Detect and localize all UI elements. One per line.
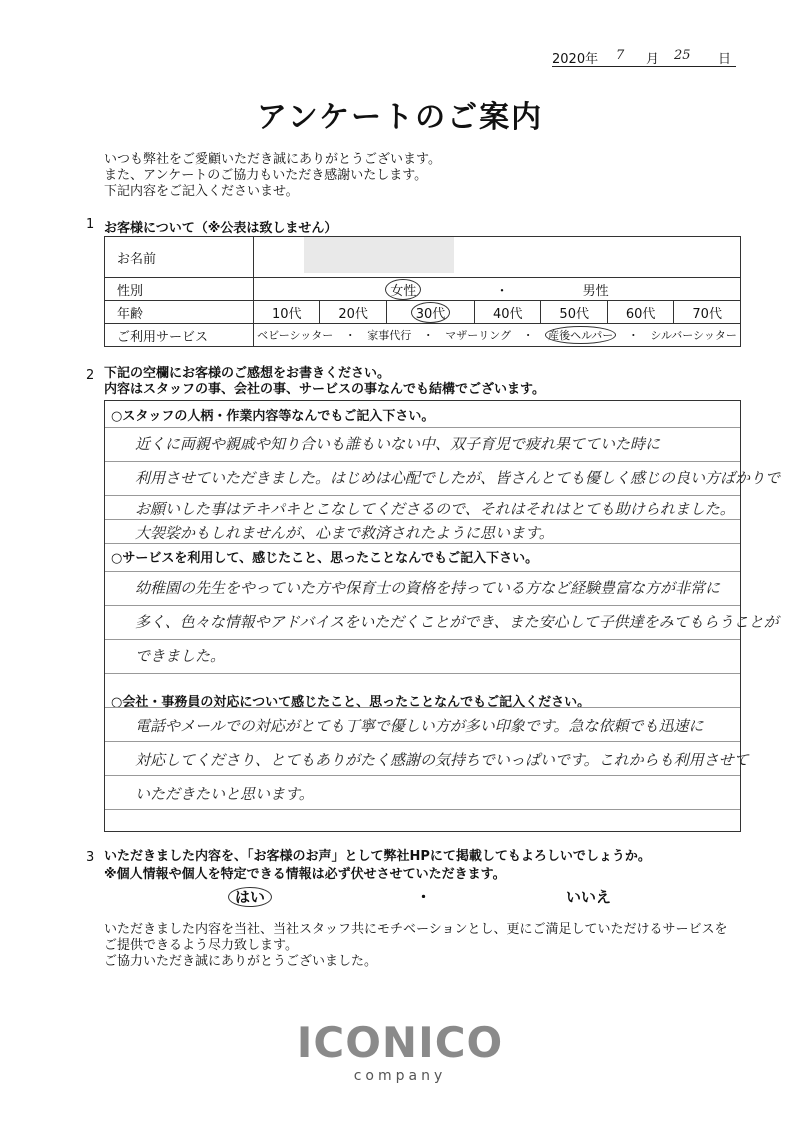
service-separator: ・ bbox=[627, 329, 639, 342]
age-option-label: 50代 bbox=[559, 306, 589, 322]
intro-line: また、アンケートのご協力もいただき感謝いたします。 bbox=[104, 168, 428, 183]
redacted-name bbox=[304, 237, 454, 273]
feedback-box bbox=[104, 400, 781, 832]
gender-label: 性別 bbox=[105, 278, 254, 301]
closing-line: ご提供できるよう尽力致します。 bbox=[104, 938, 298, 953]
answer-office-line[interactable]: 電話やメールでの対応がとても丁寧で優しい方が多い印象です。急な依頼でも迅速に bbox=[135, 717, 704, 735]
date-day-value: 25 bbox=[674, 48, 691, 63]
age-option[interactable] bbox=[475, 301, 541, 324]
age-option[interactable] bbox=[320, 301, 386, 324]
gender-options bbox=[254, 278, 741, 301]
service-option[interactable]: マザーリング bbox=[445, 329, 512, 342]
question-staff: ○スタッフの人柄・作業内容等なんでもご記入下さい。 bbox=[111, 409, 435, 424]
service-options bbox=[254, 324, 741, 347]
publish-separator: ・ bbox=[416, 888, 432, 906]
age-option-label-selected: 30代 bbox=[411, 302, 451, 323]
age-label: 年齢 bbox=[105, 301, 254, 324]
section2-heading-line: 下記の空欄にお客様のご感想をお書きください。 bbox=[104, 366, 391, 381]
iconico-logo: ICONICO bbox=[296, 1018, 504, 1067]
answer-staff-line[interactable]: お願いした事はテキパキとこなしてくださるので、それはそれはとても助けられました。 bbox=[135, 500, 735, 518]
section2-number: 2 bbox=[86, 368, 95, 383]
name-label: お名前 bbox=[105, 237, 254, 278]
intro-text bbox=[104, 152, 441, 200]
intro-line: 下記内容をご記入くださいませ。 bbox=[104, 184, 299, 199]
section3-line: ※個人情報や個人を特定できる情報は必ず伏せさせていただきます。 bbox=[104, 867, 506, 882]
answer-office-line[interactable]: いただきたいと思います。 bbox=[135, 785, 314, 803]
customer-info-table bbox=[104, 236, 741, 347]
date-month-unit: 月 bbox=[646, 52, 660, 67]
service-option[interactable]: シルバーシッター bbox=[650, 329, 737, 342]
answer-staff-line[interactable]: 大袈裟かもしれませんが、心まで救済されたように思います。 bbox=[135, 524, 554, 542]
service-option[interactable]: 家事代行 bbox=[367, 329, 412, 342]
answer-service-line[interactable]: 多く、色々な情報やアドバイスをいただくことができ、また安心して子供達をみてもらうことが bbox=[135, 613, 779, 631]
age-option[interactable] bbox=[254, 301, 320, 324]
answer-office-line[interactable]: 対応してくださり、とてもありがたく感謝の気持ちでいっぱいです。これからも利用させて bbox=[135, 751, 749, 769]
service-label: ご利用サービス bbox=[105, 324, 254, 347]
answer-service-line[interactable]: できました。 bbox=[135, 647, 226, 665]
age-option-label: 70代 bbox=[692, 306, 722, 322]
publish-yes-label: はい bbox=[228, 887, 272, 907]
closing-text bbox=[104, 922, 727, 970]
iconico-logo-sub: company bbox=[353, 1068, 447, 1084]
section2-heading-line: 内容はスタッフの事、会社の事、サービスの事なんでも結構でございます。 bbox=[104, 382, 545, 397]
answer-staff-line[interactable]: 利用させていただきました。はじめは心配でしたが、皆さんとても優しく感じの良い方ばかりで bbox=[135, 469, 781, 487]
date-line bbox=[552, 46, 736, 67]
publish-no-option[interactable]: いいえ bbox=[566, 888, 612, 906]
service-separator: ・ bbox=[522, 329, 534, 342]
service-separator: ・ bbox=[422, 329, 434, 342]
service-separator: ・ bbox=[344, 329, 356, 342]
name-field[interactable] bbox=[254, 237, 741, 278]
gender-separator: ・ bbox=[495, 283, 509, 299]
section1-heading: お客様について（※公表は致しません） bbox=[104, 221, 338, 236]
service-option-selected[interactable]: 産後ヘルパー bbox=[545, 326, 616, 344]
date-year: 2020年 bbox=[552, 52, 599, 67]
age-option[interactable] bbox=[674, 301, 741, 324]
age-option-label: 10代 bbox=[271, 306, 302, 322]
section2-heading bbox=[104, 366, 545, 398]
age-option[interactable] bbox=[607, 301, 673, 324]
age-option[interactable] bbox=[541, 301, 607, 324]
question-service: ○サービスを利用して、感じたこと、思ったことなんでもご記入下さい。 bbox=[111, 551, 539, 566]
publish-yes-option[interactable] bbox=[228, 886, 272, 907]
age-option[interactable] bbox=[386, 301, 474, 324]
intro-line: いつも弊社をご愛顧いただき誠にありがとうございます。 bbox=[104, 152, 441, 167]
answer-staff-line[interactable]: 近くに両親や親戚や知り合いも誰もいない中、双子育児で疲れ果てていた時に bbox=[135, 435, 661, 453]
answer-service-line[interactable]: 幼稚園の先生をやっていた方や保育士の資格を持っている方など経験豊富な方が非常に bbox=[135, 579, 721, 597]
gender-option-male[interactable]: 男性 bbox=[582, 283, 609, 299]
question-office: ○会社・事務員の対応について感じたこと、思ったことなんでもご記入ください。 bbox=[111, 695, 591, 710]
age-option-label: 60代 bbox=[625, 306, 656, 322]
gender-option-female[interactable]: 女性 bbox=[385, 279, 421, 300]
age-option-label: 20代 bbox=[338, 306, 368, 322]
page-title: アンケートのご案内 bbox=[256, 100, 544, 135]
service-option[interactable]: ベビーシッター bbox=[257, 329, 334, 342]
section3-line: いただきました内容を、「お客様のお声」として弊社HPにて掲載してもよろしいでしょうか。 bbox=[104, 849, 651, 864]
section3-text bbox=[104, 848, 651, 884]
age-option-label: 40代 bbox=[492, 306, 523, 322]
section3-number: 3 bbox=[86, 850, 95, 865]
closing-line: ご協力いただき誠にありがとうございました。 bbox=[104, 954, 378, 969]
closing-line: いただきました内容を当社、当社スタッフ共にモチベーションとし、更にご満足していただけるサービスを bbox=[104, 922, 728, 937]
date-month-value: 7 bbox=[616, 48, 625, 63]
section1-number: 1 bbox=[86, 217, 95, 232]
date-day-unit: 日 bbox=[718, 52, 732, 67]
